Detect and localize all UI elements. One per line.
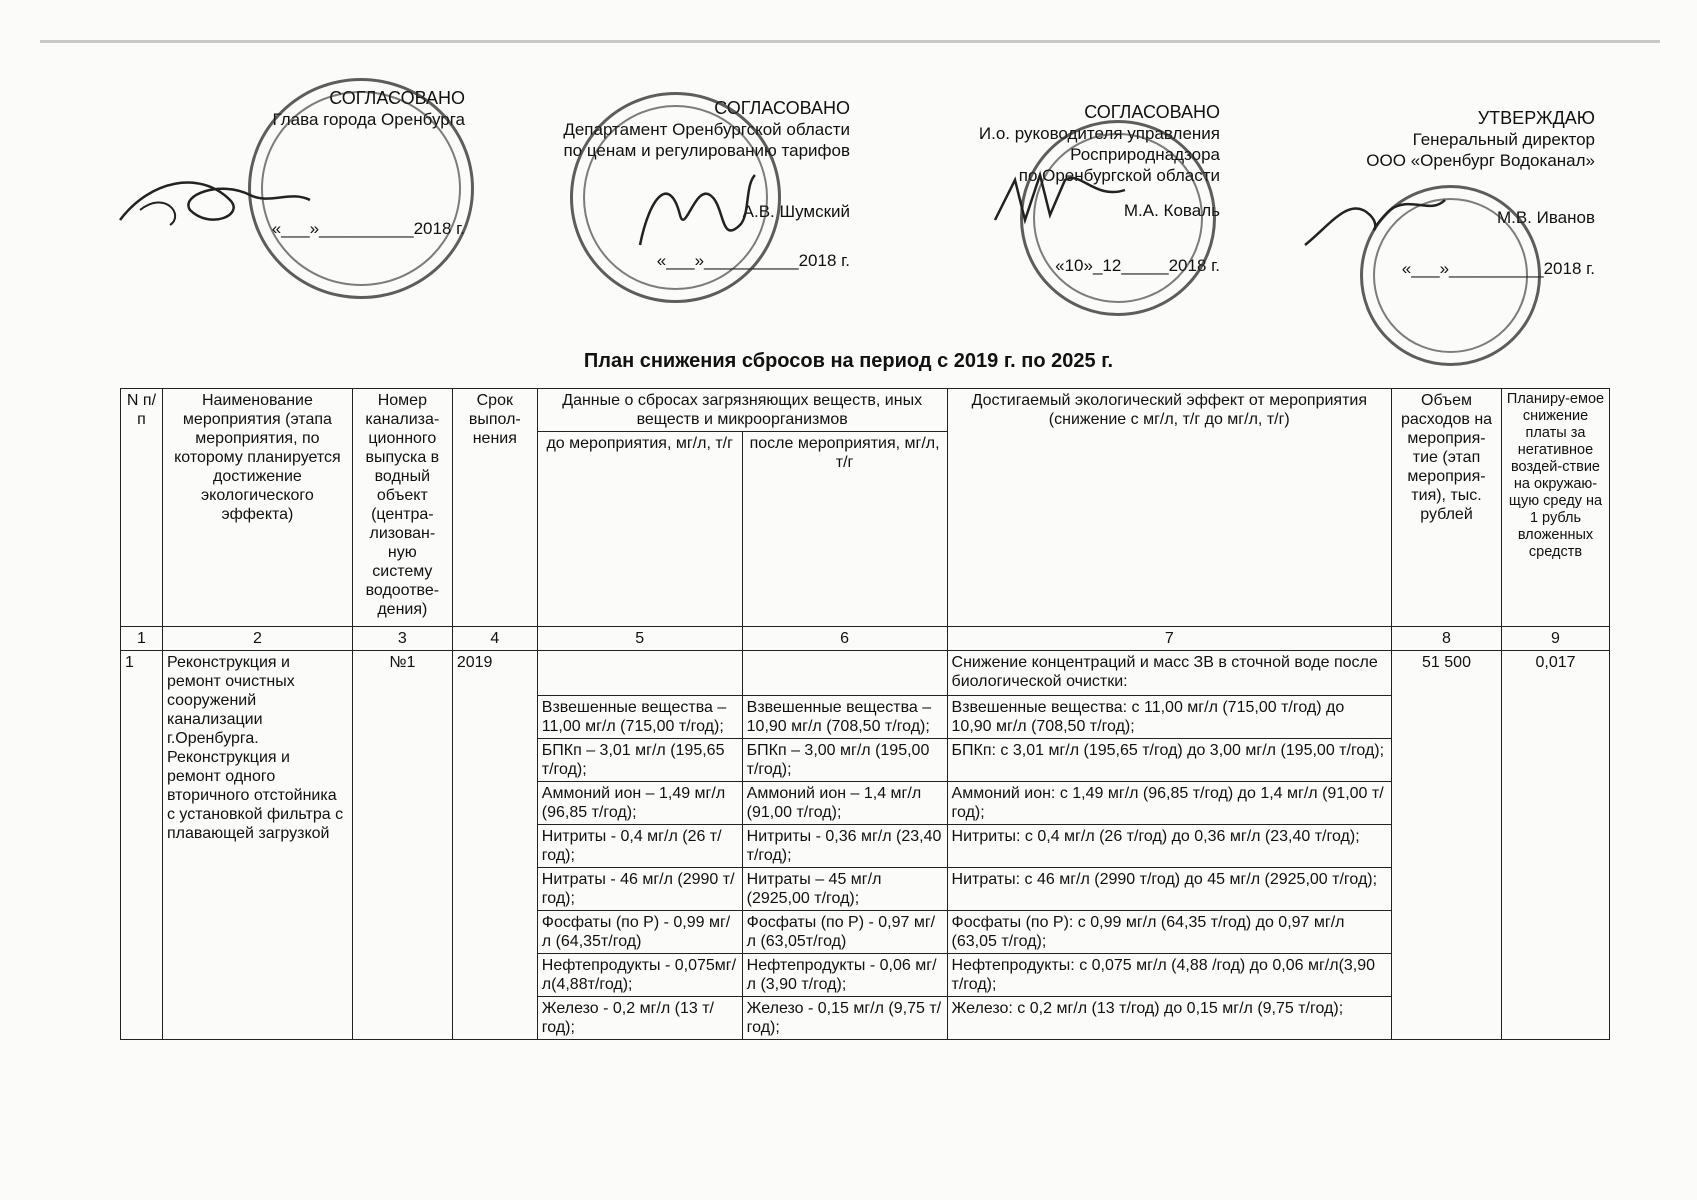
approval-line: Росприроднадзора [1070,145,1220,164]
approval-header: СОГЛАСОВАНО [329,88,465,108]
before-value: БПКп – 3,01 мг/л (195,65 т/год); [537,739,742,782]
column-number: 5 [537,627,742,651]
approval-signer: М.В. Иванов [1496,208,1595,227]
approval-header: СОГЛАСОВАНО [714,98,850,118]
effect-value: Железо: с 0,2 мг/л (13 т/год) до 0,15 мг/л (9,75 т/год); [947,997,1392,1040]
column-number: 7 [947,627,1392,651]
header-n: N п/п [121,389,163,627]
approval-signer: А.В. Шумский [742,202,850,221]
before-value: Фосфаты (по Р) - 0,99 мг/л (64,35т/год) [537,911,742,954]
after-value: Железо - 0,15 мг/л (9,75 т/год); [742,997,947,1040]
approval-date: «___»__________2018 г. [271,219,465,238]
approval-line: ООО «Оренбург Водоканал» [1366,151,1595,170]
signature-city [110,160,330,240]
approval-line: по ценам и регулированию тарифов [563,141,850,160]
after-value: БПКп – 3,00 мг/л (195,00 т/год); [742,739,947,782]
approval-line: Глава города Оренбурга [272,110,465,129]
column-number: 2 [162,627,352,651]
column-number: 3 [352,627,452,651]
header-before: до мероприятия, мг/л, т/г [537,432,742,627]
row-number: 1 [121,651,163,1040]
after-value: Нитриты - 0,36 мг/л (23,40 т/год); [742,825,947,868]
cost-value: 51 500 [1392,651,1502,1040]
after-value: Аммоний ион – 1,4 мг/л (91,00 т/год); [742,782,947,825]
header-fee-reduction: Планиру-емое снижение платы за негативное воздей-ствие на окружаю-щую среду на 1 рубль вложенных средств [1501,389,1609,627]
approval-signer: М.А. Коваль [1123,201,1220,220]
signature-director [1300,185,1450,255]
term-year: 2019 [452,651,537,1040]
before-value: Взвешенные вещества –11,00 мг/л (715,00 т/год); [537,696,742,739]
signature-tariffs [630,165,760,275]
effect-value: БПКп: с 3,01 мг/л (195,65 т/год) до 3,00 мг/л (195,00 т/год); [947,739,1392,782]
before-value: Нитраты - 46 мг/л (2990 т/год); [537,868,742,911]
column-number: 4 [452,627,537,651]
after-value: Нефтепродукты - 0,06 мг/л (3,90 т/год); [742,954,947,997]
document-title: План снижения сбросов на период с 2019 г. по 2025 г. [583,350,1114,372]
before-value: Аммоний ион – 1,49 мг/л (96,85 т/год); [537,782,742,825]
header-discharge-data: Данные о сбросах загрязняющих веществ, иных веществ и микроорганизмов [537,389,947,432]
reduction-plan-table [120,388,1610,1040]
scan-edge-line [40,40,1660,43]
approval-line: Генеральный директор [1412,130,1595,149]
effect-value: Нитриты: с 0,4 мг/л (26 т/год) до 0,36 мг/л (23,40 т/год); [947,825,1392,868]
after-value: Фосфаты (по Р) - 0,97 мг/л (63,05т/год) [742,911,947,954]
effect-value: Нитраты: с 46 мг/л (2990 т/год) до 45 мг/л (2925,00 т/год); [947,868,1392,911]
header-outlet: Номер канализа-ционного выпуска в водный объект (центра-лизован-ную систему водоотве-дения) [352,389,452,627]
after-value: Взвешенные вещества – 10,90 мг/л (708,50 т/год); [742,696,947,739]
approval-line: Департамент Оренбургской области [563,120,850,139]
before-value: Нитриты - 0,4 мг/л (26 т/год); [537,825,742,868]
fee-reduction-value: 0,017 [1501,651,1609,1040]
column-numbers-row [121,627,1610,651]
header-effect: Достигаемый экологический эффект от мероприятия (снижение с мг/л, т/г до мг/л, т/г) [947,389,1392,627]
approval-header: УТВЕРЖДАЮ [1477,108,1595,128]
approval-line: по Оренбургской области [1018,166,1220,185]
column-number: 8 [1392,627,1502,651]
measure-name: Реконструкция и ремонт очистных сооружений канализации г.Оренбурга. Реконструкция и ремонт одного вторичного отстойника с установкой фильтра с плавающей загрузкой [162,651,352,1040]
approval-date: «___»__________2018 г. [1401,259,1595,278]
signature-rosprirodnadzor [985,160,1135,240]
header-cost: Объем расходов на мероприя-тие (этап мероприя-тия), тыс. рублей [1392,389,1502,627]
effect-intro: Снижение концентраций и масс ЗВ в сточной воде после биологической очистки: [947,651,1392,696]
column-number: 6 [742,627,947,651]
column-number: 1 [121,627,163,651]
header-term: Срок выпол-нения [452,389,537,627]
before-value: Железо - 0,2 мг/л (13 т/год); [537,997,742,1040]
header-measure: Наименование мероприятия (этапа мероприятия, по которому планируется достижение экологического эффекта) [162,389,352,627]
approval-line: И.о. руководителя управления [978,124,1220,143]
approval-date: «___»__________2018 г. [656,251,850,270]
table-row [121,651,1610,696]
effect-value: Взвешенные вещества: с 11,00 мг/л (715,00 т/год) до 10,90 мг/л (708,50 т/год); [947,696,1392,739]
before-value: Нефтепродукты - 0,075мг/л(4,88т/год); [537,954,742,997]
approval-date: «10»_12_____2018 г. [1055,256,1220,275]
effect-value: Аммоний ион: с 1,49 мг/л (96,85 т/год) до 1,4 мг/л (91,00 т/год); [947,782,1392,825]
effect-value: Нефтепродукты: с 0,075 мг/л (4,88 /год) до 0,06 мг/л(3,90 т/год); [947,954,1392,997]
table-header-row [121,389,1610,432]
column-number: 9 [1501,627,1609,651]
effect-value: Фосфаты (по Р): с 0,99 мг/л (64,35 т/год) до 0,97 мг/л (63,05 т/год); [947,911,1392,954]
outlet-number: №1 [352,651,452,1040]
approval-header: СОГЛАСОВАНО [1084,102,1220,122]
after-value: Нитраты – 45 мг/л (2925,00 т/год); [742,868,947,911]
header-after: после мероприятия, мг/л, т/г [742,432,947,627]
